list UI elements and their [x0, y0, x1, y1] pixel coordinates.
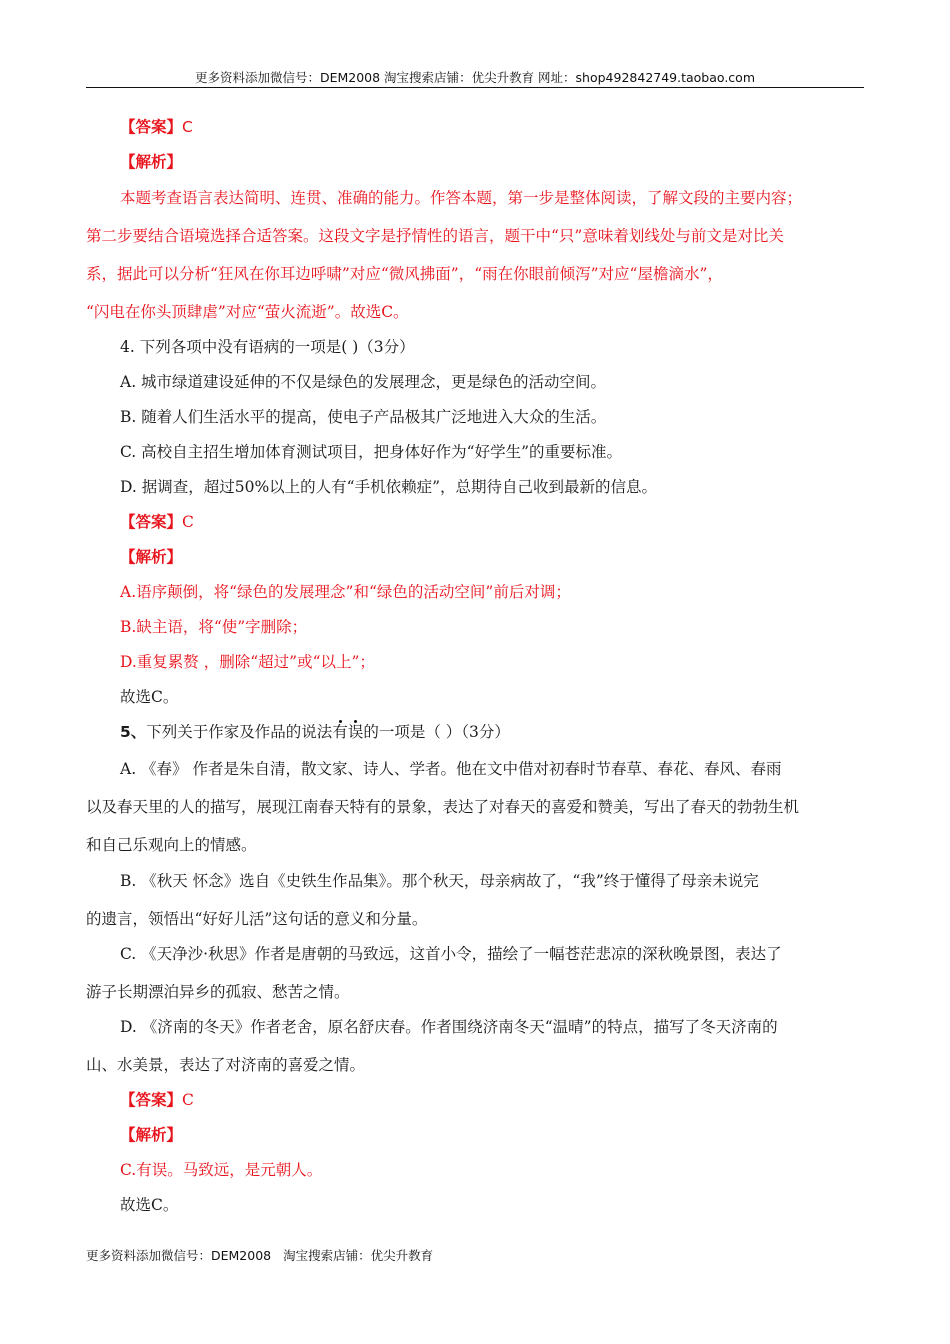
emphasis-char: 有 — [332, 723, 348, 741]
q5-option-a: A. 《春》 作者是朱自清，散文家、诗人、学者。他在文中借对初春时节春草、春花、春风、春雨 — [120, 760, 782, 778]
answer-value: C — [182, 1091, 194, 1109]
q4-analysis-tag — [120, 546, 182, 568]
q4-option-a: A. 城市绿道建设延伸的不仅是绿色的发展理念，更是绿色的活动空间。 — [120, 373, 607, 391]
q3-answer — [120, 116, 193, 138]
page-header: 更多资料添加微信号：DEM2008 淘宝搜索店铺：优尖升教育 网址：shop492842749.taobao.com — [194, 70, 756, 85]
q5-stem-text: 下列关于作家及作品的说法 — [146, 723, 333, 741]
analysis-tag: 【解析】 — [120, 547, 183, 566]
q5-option-c: C. 《天净沙·秋思》作者是唐朝的马致远，这首小令，描绘了一幅苍茫悲凉的深秋晚景图，表达了 — [120, 945, 782, 963]
q5-option-b-cont: 的遗言，领悟出“好好儿活”这句话的意义和分量。 — [86, 910, 428, 928]
q4-option-d: D. 据调查，超过50%以上的人有“手机依赖症”，总期待自己收到最新的信息。 — [120, 478, 658, 496]
q4-analysis-line: B.缺主语，将“使”字删除； — [120, 618, 308, 636]
answer-tag: 【答案】 — [120, 117, 183, 136]
q5-option-d: D. 《济南的冬天》作者老舍，原名舒庆春。作者围绕济南冬天“温晴”的特点，描写了冬天济南的 — [120, 1018, 778, 1036]
q5-analysis-tag — [120, 1124, 182, 1146]
q3-analysis-line: “闪电在你头顶肆虐”对应“萤火流逝”。故选C。 — [86, 303, 409, 321]
q5-answer — [120, 1089, 194, 1111]
q3-analysis-line: 本题考查语言表达简明、连贯、准确的能力。作答本题，第一步是整体阅读，了解文段的主要内容； — [120, 189, 803, 207]
q5-option-c-cont: 游子长期漂泊异乡的孤寂、愁苦之情。 — [86, 983, 350, 1001]
q4-option-b: B. 随着人们生活水平的提高，使电子产品极其广泛地进入大众的生活。 — [120, 408, 607, 426]
q5-option-a-cont: 和自己乐观向上的情感。 — [86, 836, 257, 854]
q5-conclusion: 故选C。 — [120, 1196, 179, 1214]
answer-tag: 【答案】 — [120, 512, 183, 531]
q4-analysis-line: D.重复累赘 ，删除“超过”或“以上”； — [120, 653, 375, 671]
q5-option-b: B. 《秋天 怀念》选自《史铁生作品集》。那个秋天，母亲病故了，“我”终于懂得了母亲未说完 — [120, 872, 759, 890]
q4-conclusion: 故选C。 — [120, 688, 179, 706]
answer-value: C — [182, 118, 193, 136]
answer-tag: 【答案】 — [120, 1090, 183, 1109]
q3-analysis-line: 系，据此可以分析“狂风在你耳边呼啸”对应“微风拂面”，“雨在你眼前倾泻”对应“屋檐滴水”， — [86, 265, 723, 283]
q5-option-d-cont: 山、水美景，表达了对济南的喜爱之情。 — [86, 1056, 366, 1074]
q4-answer — [120, 511, 194, 533]
q5-option-a-cont: 以及春天里的人的描写，展现江南春天特有的景象，表达了对春天的喜爱和赞美，写出了春天的勃勃生机 — [86, 798, 800, 816]
analysis-tag: 【解析】 — [120, 152, 183, 171]
q3-analysis-line: 第二步要结合语境选择合适答案。这段文字是抒情性的语言，题干中“只”意味着划线处与前文是对比关 — [86, 227, 784, 245]
emphasis-char: 误 — [347, 723, 364, 741]
q4-analysis-line: A.语序颠倒，将“绿色的发展理念”和“绿色的活动空间”前后对调； — [120, 583, 571, 601]
page-footer — [86, 1246, 433, 1264]
footer-wechat: 更多资料添加微信号：DEM2008 — [86, 1248, 272, 1263]
footer-shop: 淘宝搜索店铺：优尖升教育 — [283, 1248, 434, 1263]
q4-option-c: C. 高校自主招生增加体育测试项目，把身体好作为“好学生”的重要标准。 — [120, 443, 623, 461]
header-divider — [86, 87, 864, 88]
q3-analysis-tag — [120, 151, 182, 173]
question-number: 5、 — [120, 723, 147, 741]
q4-stem: 4. 下列各项中没有语病的一项是( )（3分） — [120, 338, 415, 356]
q5-stem-tail: 的一项是（ ）（3分） — [363, 723, 510, 741]
answer-value: C — [182, 513, 194, 531]
q5-stem — [120, 721, 510, 743]
q5-analysis-line: C.有误。马致远，是元朝人。 — [120, 1161, 323, 1179]
analysis-tag: 【解析】 — [120, 1125, 183, 1144]
